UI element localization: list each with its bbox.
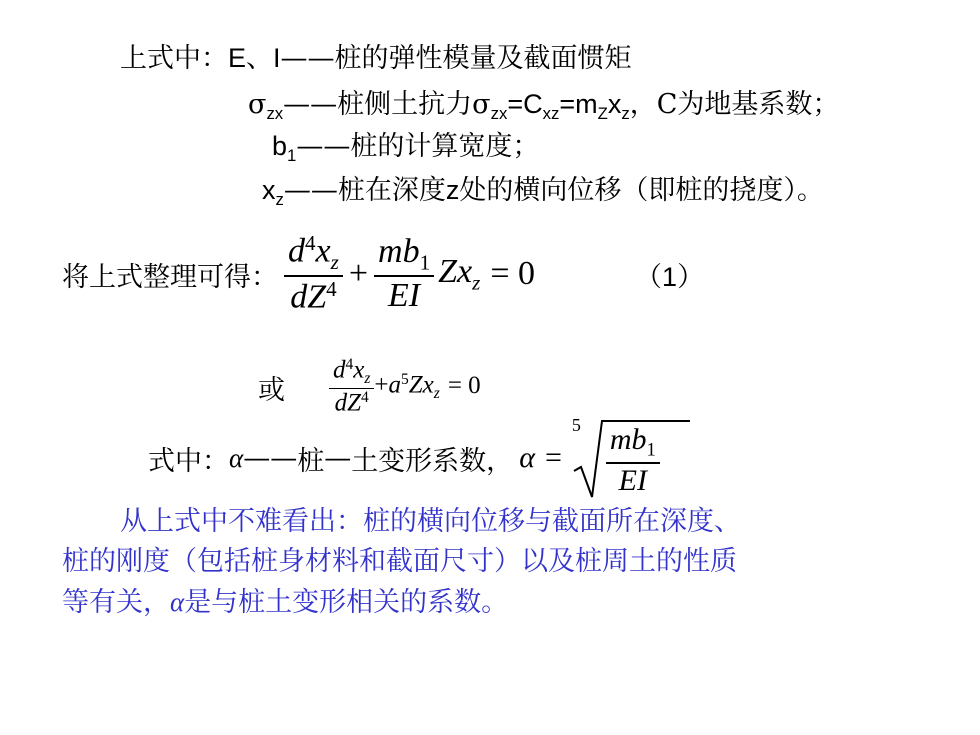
dash: —— [243,442,298,474]
fraction-mb1-ei [606,423,660,498]
sigma-symbol: σ [248,89,267,120]
definition-text: 桩的计算宽度； [350,131,540,162]
Zx: Zx [408,371,434,399]
d: d [288,232,305,270]
equation-part: x [607,89,622,119]
b-symbol: b [272,131,288,161]
equation-1 [62,218,704,330]
d: d [333,356,346,384]
dash: — [324,442,352,474]
subscript: 1 [419,250,431,275]
definition-text: 土变形系数， [351,445,514,477]
sigma-subscript: zx [490,103,508,123]
plus-sign: + [348,255,369,292]
number: 1 [662,261,678,292]
alpha-symbol: α [229,442,244,473]
b-subscript: 1 [287,145,297,165]
definition-text: 桩侧土抗力 [337,89,473,120]
Zx: Zx [438,252,473,290]
plus-sign: + [374,371,389,399]
equation-label: 将上式整理可得： [62,261,278,293]
mb: mb [378,232,420,270]
fifth-root [572,415,692,501]
x-symbol: x [262,175,276,205]
alpha-symbol: α [170,587,185,617]
definition-text: 处的横向位移（即桩的挠度）。 [459,175,824,206]
equals-zero: = 0 [490,255,536,292]
label-prefix: 上式中： [120,43,228,74]
dZ: dZ [334,389,362,417]
dash: —— [283,89,338,120]
conclusion-text: 桩的刚度（包括桩身材料和截面尺寸）以及桩周土的性质 [62,546,737,577]
equation-label: 或 [258,374,285,406]
dash: —— [280,43,335,74]
dash: —— [296,131,351,162]
paren-open: （ [635,261,663,293]
subscript: z [433,384,440,402]
definition-sigma [248,88,839,130]
sigma-subscript: zx [266,103,284,123]
conclusion-text: 是与桩土变形相关的系数。 [184,587,509,618]
paren-close: ） [677,261,705,293]
definition-b1 [272,130,539,172]
x-subscript: z [621,103,630,123]
x-subscript: z [275,189,284,209]
symbols-e-i: E、I [228,43,281,73]
definition-xz [262,174,824,216]
sigma-symbol: σ [472,89,491,120]
subscript: z [364,370,371,388]
equals-sign: = [544,441,562,474]
conclusion-text: 从上式中不难看出：桩的横向位移与截面所在深度、 [120,506,741,537]
dZ: dZ [290,278,327,316]
c-subscript: xz [542,103,560,123]
equation-part: =m [559,89,598,119]
z-symbol: z [445,175,460,205]
definition-text: 桩在深度 [337,175,446,206]
equation-number [635,255,704,294]
separator: ， [629,89,657,120]
power: 4 [326,277,337,302]
equals-zero: = 0 [447,371,481,399]
definition-text: 桩的弹性模量及截面惯矩 [334,43,632,74]
power: 4 [305,231,316,256]
fraction-d4xz-dz4 [284,231,343,317]
subscript: z [472,270,481,295]
conclusion-line-2 [62,546,737,578]
conclusion-text: 等有关， [62,587,170,618]
subscript: z [330,250,339,275]
definition-e-i [120,42,632,75]
power: 4 [361,389,369,407]
subscript: 1 [646,439,656,461]
fraction-mb1-ei [374,233,434,315]
conclusion-line-1 [120,506,741,538]
power: 5 [401,371,409,389]
label-prefix: 式中： [148,445,229,477]
x: x [315,232,331,270]
fraction-d4xz-dz4 [329,356,374,417]
conclusion-line-3 [62,586,508,619]
mb: mb [609,423,647,456]
root-index: 5 [571,415,581,435]
power: 4 [345,356,354,374]
equation-part: =C [507,89,543,119]
alpha-symbol: α [519,441,535,474]
dash: —— [283,175,338,206]
EI: EI [618,463,647,497]
alpha-definition [148,412,692,504]
a: a [388,371,402,399]
m-subscript: Z [597,103,608,123]
definition-text: C为地基系数； [656,89,840,120]
EI: EI [388,277,421,315]
pile-text: 桩 [297,445,325,477]
x: x [353,356,365,384]
